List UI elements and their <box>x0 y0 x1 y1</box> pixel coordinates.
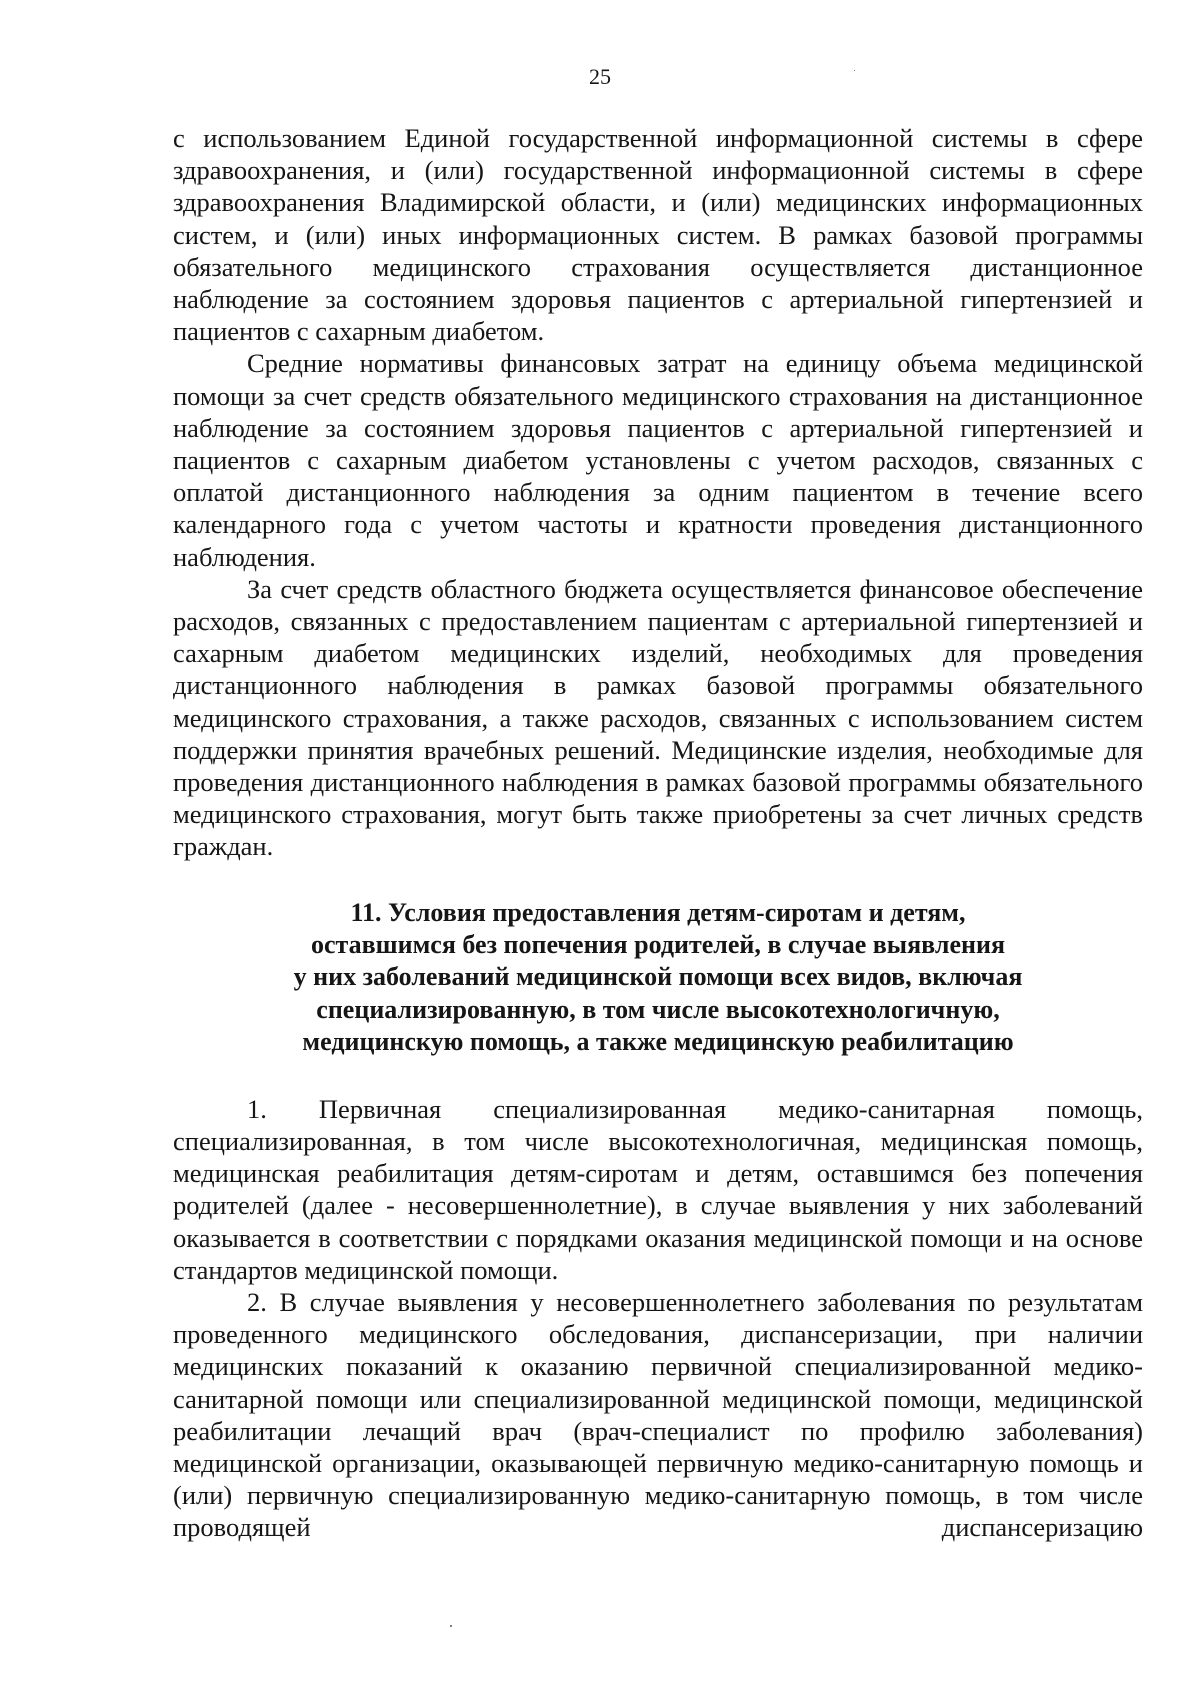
paragraph-financial-norms: Средние нормативы финансовых затрат на единицу объема медицинской помощи за счет средств обязательного медицинского страхования на дистанционное наблюдение за состоянием здоровья пациентов с артериальной гипертензией и пациентов с сахарным диабетом установлены с учетом расходов, связанных с оплатой дистанционного наблюдения за одним пациентом в течение всего календарного года с учетом частоты и кратности проведения дистанционного наблюдения. <box>173 348 1143 572</box>
section-heading-line: у них заболеваний медицинской помощи всех видов, включая <box>293 962 1023 992</box>
scan-speck <box>450 1625 452 1627</box>
section-heading-line: медицинскую помощь, а также медицинскую реабилитацию <box>302 1027 1014 1057</box>
paragraph-item-1: 1. Первичная специализированная медико-санитарная помощь, специализированная, в том числе высокотехнологичная, медицинская помощь, медицинская реабилитация детям-сиротам и детям, оставшимся без попечения родителей (далее - несовершеннолетние), в случае выявления у них заболеваний оказывается в соответствии с порядками оказания медицинской помощи и на основе стандартов медицинской помощи. <box>173 1093 1143 1285</box>
section-heading-line: оставшимся без попечения родителей, в случае выявления <box>310 930 1006 960</box>
page-number: 25 <box>589 64 611 89</box>
paragraph-continuation: с использованием Единой государственной информационной системы в сфере здравоохранения, и (или) государственной информационной системы в сфере здравоохранения Владимирской области, и (или) медицинских информационных систем, и (или) иных информационных систем. В рамках базовой программы обязательного медицинского страхования осуществляется дистанционное наблюдение за состоянием здоровья пациентов с артериальной гипертензией и пациентов с сахарным диабетом. <box>173 123 1143 347</box>
scan-speck <box>854 70 855 71</box>
paragraph-regional-budget: За счет средств областного бюджета осуществляется финансовое обеспечение расходов, связанных с предоставлением пациентам с артериальной гипертензией и сахарным диабетом медицинских изделий, необходимых для проведения дистанционного наблюдения в рамках базовой программы обязательного медицинского страхования, а также расходов, связанных с использованием систем поддержки принятия врачебных решений. Медицинские изделия, необходимые для проведения дистанционного наблюдения в рамках базовой программы обязательного медицинского страхования, могут быть также приобретены за счет личных средств граждан. <box>173 573 1143 862</box>
section-heading <box>173 897 1143 1059</box>
section-heading-line: специализированную, в том числе высокотехнологичную, <box>316 994 1000 1024</box>
document-body <box>173 122 1143 1544</box>
section-heading-line: 11. Условия предоставления детям-сиротам и детям, <box>350 897 966 927</box>
paragraph-item-2: 2. В случае выявления у несовершеннолетнего заболевания по результатам проведенного медицинского обследования, диспансеризации, при наличии медицинских показаний к оказанию первичной специализированной медико-санитарной помощи или специализированной медицинской помощи, медицинской реабилитации лечащий врач (врач-специалист по профилю заболевания) медицинской организации, оказывающей первичную медико-санитарную помощь и (или) первичную специализированную медико-санитарную помощь, в том числе проводящей диспансеризацию <box>173 1286 1143 1543</box>
